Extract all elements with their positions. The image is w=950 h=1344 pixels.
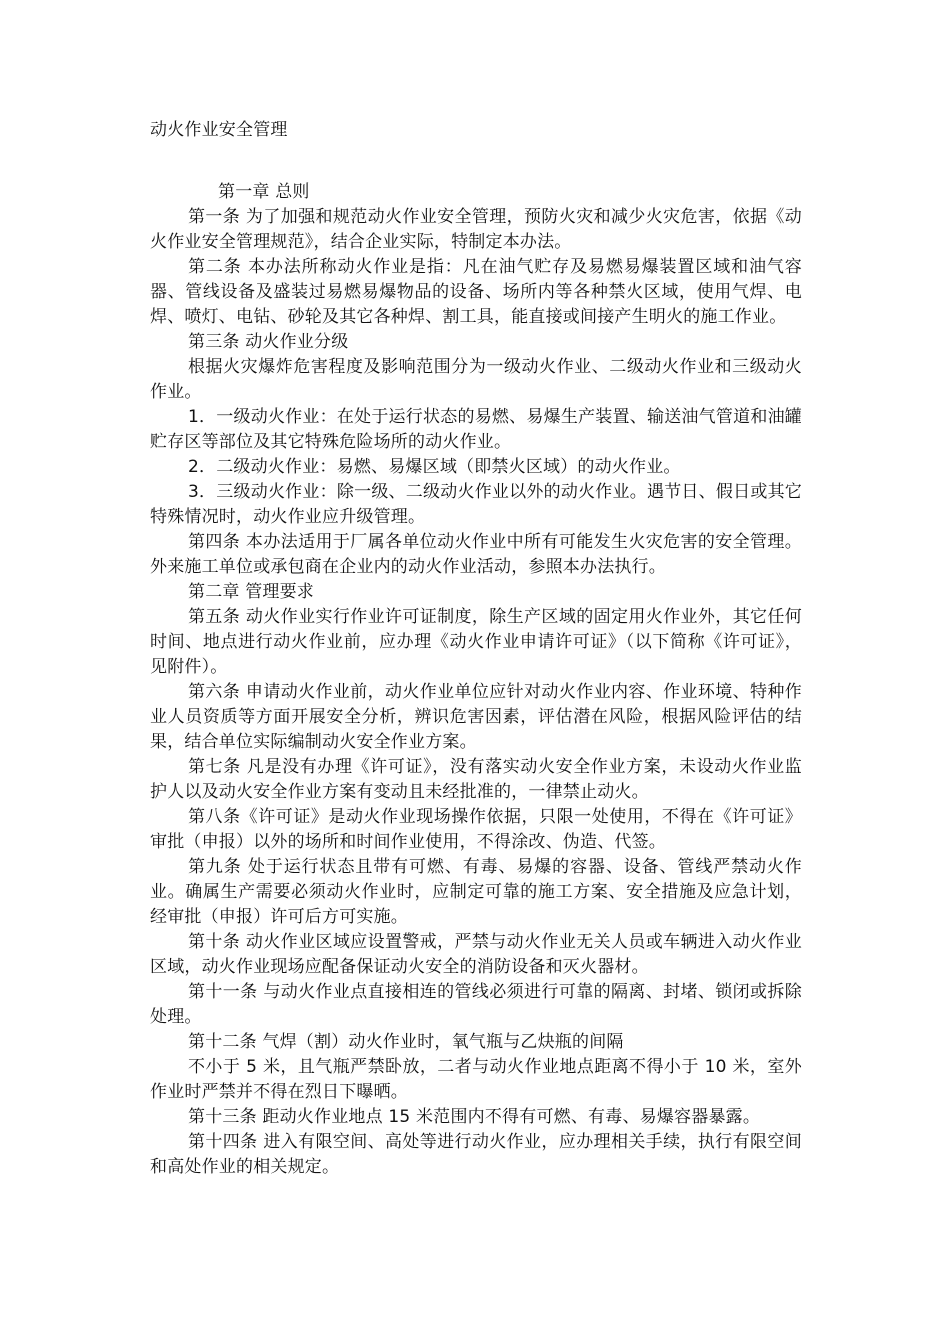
article-11: 第十一条 与动火作业点直接相连的管线必须进行可靠的隔离、封堵、锁闭或拆除处理。 [150, 982, 802, 1027]
chapter-heading: 第一章 总则 [218, 182, 310, 202]
article-1: 第一条 为了加强和规范动火作业安全管理，预防火灾和减少火灾危害，依据《动火作业安全管理规范》，结合企业实际，特制定本办法。 [150, 207, 802, 252]
article-6: 第六条 申请动火作业前，动火作业单位应针对动火作业内容、作业环境、特种作业人员资质等方面开展安全分析，辨识危害因素，评估潜在风险，根据风险评估的结果，结合单位实际编制动火安全作业方案。 [150, 682, 802, 752]
paragraph: 不小于 5 米，且气瓶严禁卧放，二者与动火作业地点距离不得小于 10 米，室外作业时严禁并不得在烈日下曝晒。 [150, 1057, 802, 1102]
article-12: 第十二条 气焊（割）动火作业时，氧气瓶与乙炔瓶的间隔 [188, 1032, 624, 1052]
list-item: 3．三级动火作业：除一级、二级动火作业以外的动火作业。遇节日、假日或其它特殊情况时，动火作业应升级管理。 [150, 482, 802, 527]
article-4: 第四条 本办法适用于厂属各单位动火作业中所有可能发生火灾危害的安全管理。外来施工单位或承包商在企业内的动火作业活动，参照本办法执行。 [150, 532, 802, 577]
article-10: 第十条 动火作业区域应设置警戒，严禁与动火作业无关人员或车辆进入动火作业区域，动火作业现场应配备保证动火安全的消防设备和灭火器材。 [150, 932, 802, 977]
document-body [150, 118, 802, 1180]
chapter-heading: 第二章 管理要求 [188, 582, 315, 602]
list-item: 2．二级动火作业：易燃、易爆区域（即禁火区域）的动火作业。 [188, 457, 681, 477]
article-2: 第二条 本办法所称动火作业是指：凡在油气贮存及易燃易爆装置区域和油气容器、管线设备及盛装过易燃易爆物品的设备、场所内等各种禁火区域，使用气焊、电焊、喷灯、电钻、砂轮及其它各种焊、割工具，能直接或间接产生明火的施工作业。 [150, 257, 802, 327]
paragraph: 根据火灾爆炸危害程度及影响范围分为一级动火作业、二级动火作业和三级动火作业。 [150, 357, 802, 402]
article-14: 第十四条 进入有限空间、高处等进行动火作业，应办理相关手续，执行有限空间和高处作业的相关规定。 [150, 1132, 802, 1177]
list-item: 1．一级动火作业：在处于运行状态的易燃、易爆生产装置、输送油气管道和油罐贮存区等部位及其它特殊危险场所的动火作业。 [150, 407, 802, 452]
article-8: 第八条《许可证》是动火作业现场操作依据，只限一处使用，不得在《许可证》审批（申报）以外的场所和时间作业使用，不得涂改、伪造、代签。 [150, 807, 802, 852]
article-7: 第七条 凡是没有办理《许可证》，没有落实动火安全作业方案，未设动火作业监护人以及动火安全作业方案有变动且未经批准的，一律禁止动火。 [150, 757, 802, 802]
article-3: 第三条 动火作业分级 [188, 332, 349, 352]
article-5: 第五条 动火作业实行作业许可证制度，除生产区域的固定用火作业外，其它任何时间、地点进行动火作业前，应办理《动火作业申请许可证》（以下简称《许可证》，见附件）。 [150, 607, 802, 677]
article-9: 第九条 处于运行状态且带有可燃、有毒、易爆的容器、设备、管线严禁动火作业。确属生产需要必须动火作业时，应制定可靠的施工方案、安全措施及应急计划，经审批（申报）许可后方可实施。 [150, 857, 802, 927]
article-13: 第十三条 距动火作业地点 15 米范围内不得有可燃、有毒、易爆容器暴露。 [188, 1107, 761, 1127]
document-title: 动火作业安全管理 [150, 120, 288, 140]
